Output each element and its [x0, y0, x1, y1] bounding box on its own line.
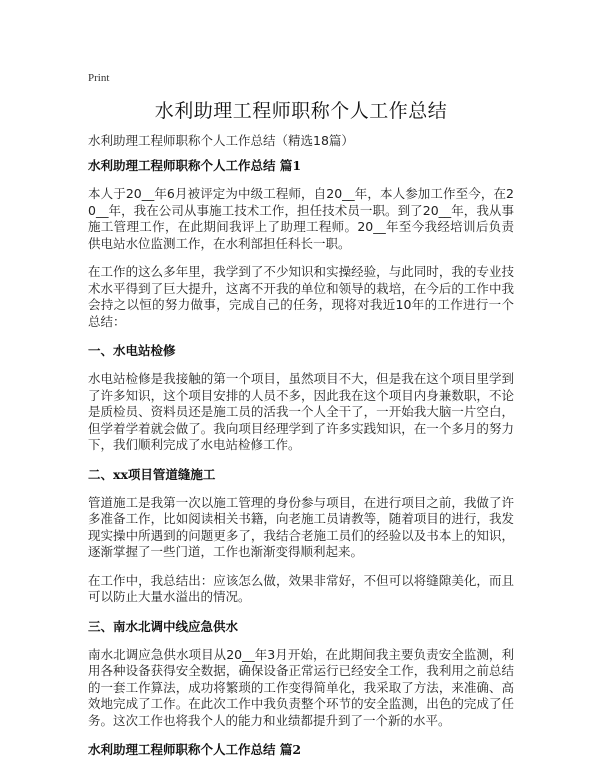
paragraph: 在工作的这么多年里，我学到了不少知识和实操经验，与此同时，我的专业技术水平得到了巨大提升，这离不开我的单位和领导的栽培，在今后的工作中我会持之以恒的努力做事，完成自己的任务，现将对我近10年的工作进行一个总结：	[88, 264, 514, 329]
paragraph: 本人于20__年6月被评定为中级工程师，自20__年，本人参加工作至今，在20__年，我在公司从事施工技术工作，担任技术员一职。到了20__年，我从事施工管理工作，在此期间我评上了助理工程师。20__年至今我经培训后负责供电站水位监测工作，在水利部担任科长一职。	[88, 186, 514, 251]
article-1	[88, 157, 514, 729]
article-heading: 水利助理工程师职称个人工作总结 篇1	[88, 158, 302, 173]
section-heading: 三、南水北调中线应急供水	[88, 618, 239, 634]
page-title: 水利助理工程师职称个人工作总结	[154, 100, 448, 122]
print-label: Print	[88, 72, 110, 84]
paragraph: 管道施工是我第一次以施工管理的身份参与项目，在进行项目之前，我做了许多准备工作，比如阅读相关书籍，向老施工员请教等，随着项目的进行，我发现实操中所遇到的问题更多了，我结合老施工员们的经验以及书本上的知识，逐渐掌握了一些门道，工作也渐渐变得顺利起来。	[88, 494, 514, 559]
section-heading: 一、水电站检修	[88, 343, 176, 358]
section-heading: 二、xx项目管道缝施工	[88, 466, 216, 482]
document-page	[88, 70, 514, 758]
paragraph: 水电站检修是我接触的第一个项目，虽然项目不大，但是我在这个项目里学到了许多知识，这个项目安排的人员不多，因此我在这个项目内身兼数职，不论是质检员、资料员还是施工员的活我一个人全干了，一开始我大脑一片空白，但学着学着就会做了。我向项目经理学到了许多实践知识，在一个多月的努力下，我们顺利完成了水电站检修工作。	[88, 371, 514, 452]
article-heading: 水利助理工程师职称个人工作总结 篇2	[88, 742, 302, 757]
article-2	[88, 741, 514, 758]
document-subtitle: 水利助理工程师职称个人工作总结（精选18篇）	[88, 133, 354, 148]
paragraph: 在工作中，我总结出：应该怎么做，效果非常好，不但可以将缝隙美化，而且可以防止大量水溢出的情况。	[88, 572, 514, 604]
paragraph: 南水北调应急供水项目从20__年3月开始，在此期间我主要负责安全监测，利用各种设备获得安全数据，确保设备正常运行已经安全工作，我利用之前总结的一套工作算法，成功将繁琐的工作变得简单化，我采取了方法，来准确、高效地完成了工作。在此次工作中我负责整个环节的安全监测，出色的完成了任务。这次工作也将我个人的能力和业绩都提升到了一个新的水平。	[88, 646, 514, 728]
